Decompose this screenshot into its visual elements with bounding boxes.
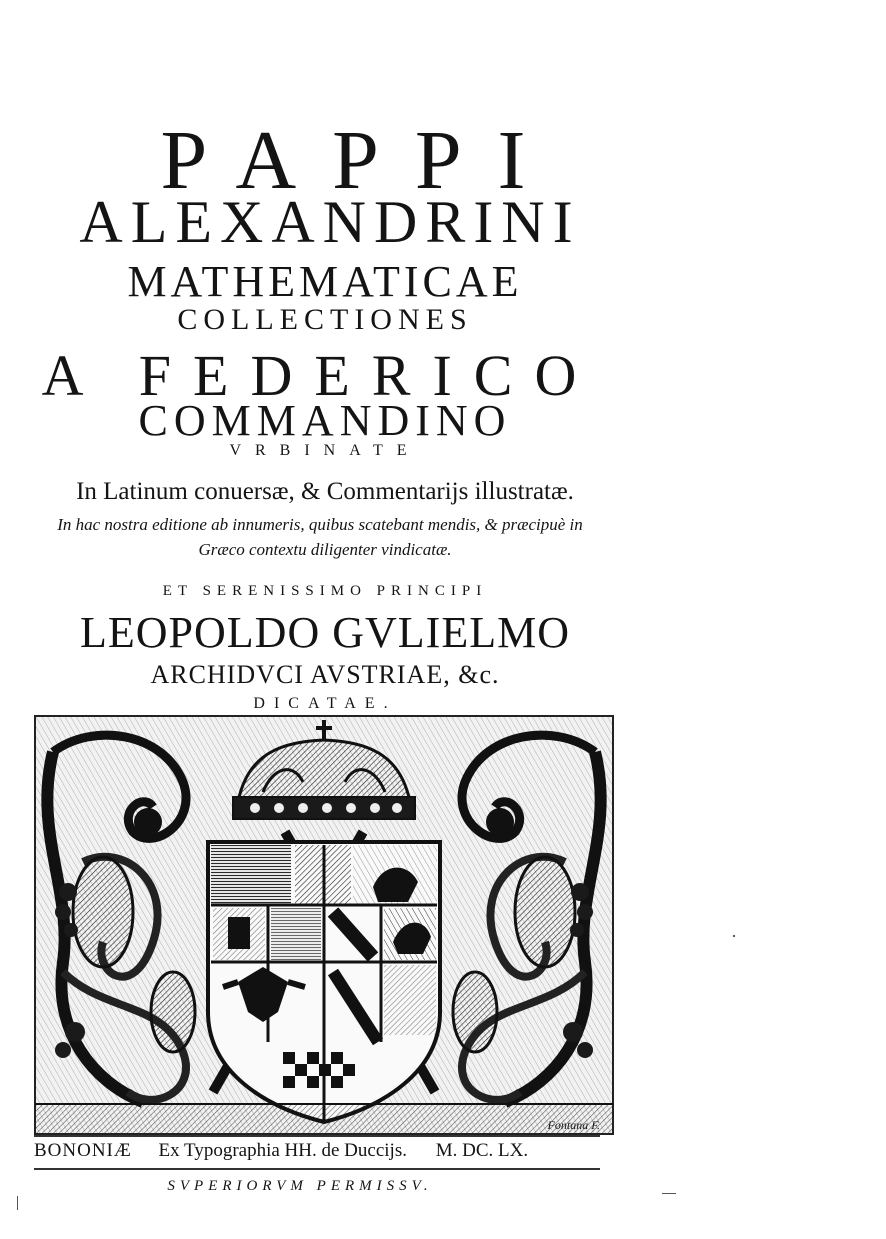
engraver-signature: Fontana F.: [547, 1118, 600, 1132]
dedication-word: DICATAE.: [253, 695, 397, 712]
imprint-bottom-rule: [34, 1168, 600, 1170]
margin-mark: [662, 1193, 676, 1194]
imprint-top-rule: [34, 1135, 600, 1137]
translation-note: In Latinum conuersæ, & Commentarijs illustratæ.: [76, 478, 574, 505]
author-epithet-line: ALEXANDRINI: [79, 189, 581, 255]
imprint-city: BONONIÆ: [34, 1140, 132, 1161]
heraldic-shield: [208, 842, 440, 1122]
work-title-line-1: MATHEMATICAE: [127, 257, 523, 306]
translator-line-1: A FEDERICO: [41, 343, 599, 408]
translator-origin: VRBINATE: [229, 442, 421, 459]
imprint-press: Ex Typographia HH. de Duccijs.: [158, 1140, 407, 1161]
author-name-line: PAPPI: [160, 114, 562, 207]
dedicatee-name: LEOPOLDO GVLIELMO: [80, 608, 570, 657]
edition-note-line-1: In hac nostra editione ab innumeris, quibus scatebant mendis, & præcipuè in: [57, 515, 583, 534]
imprint-year: M. DC. LX.: [435, 1140, 529, 1161]
edition-note-line-2: Græco contextu diligenter vindicatæ.: [198, 540, 452, 559]
imprint-line: [34, 1140, 594, 1162]
margin-mark-left: [17, 1196, 18, 1210]
permission-line: SVPERIORVM PERMISSV.: [167, 1178, 433, 1194]
coat-of-arms-engraving: [33, 712, 615, 1140]
dedicatee-title: ARCHIDVCI AVSTRIAE, &c.: [150, 660, 500, 689]
specks: [733, 935, 735, 937]
translator-line-2: COMMANDINO: [138, 396, 512, 445]
work-title-line-2: COLLECTIONES: [177, 303, 473, 336]
dedication-intro: ET SERENISSIMO PRINCIPI: [162, 583, 488, 599]
